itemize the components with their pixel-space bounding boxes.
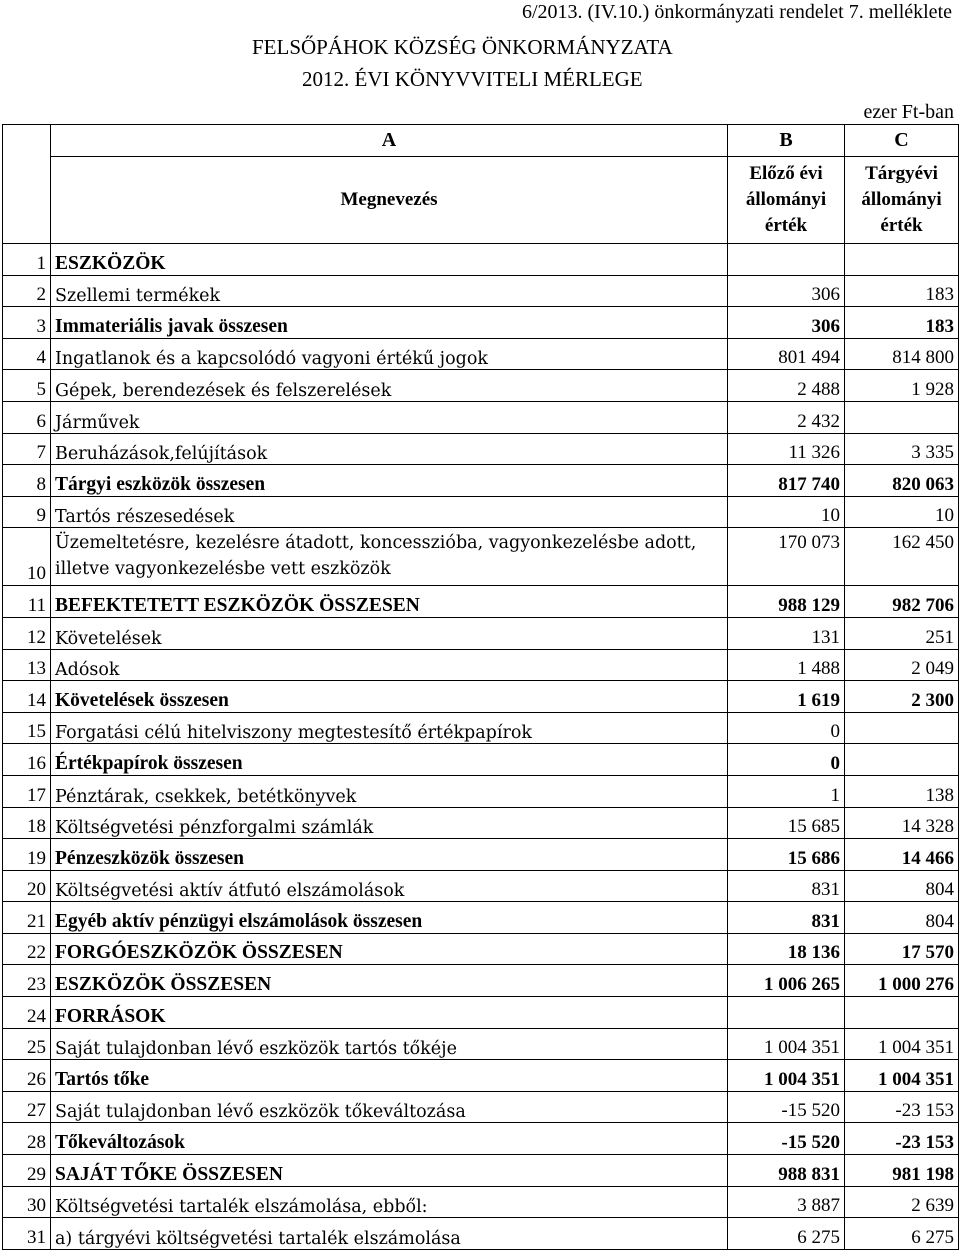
table-row <box>3 1186 959 1218</box>
row-name: a) tárgyévi költségvetési tartalék elszámolása <box>51 1218 728 1250</box>
current-value: 1 000 276 <box>845 965 959 997</box>
previous-value <box>728 244 845 276</box>
table-row <box>3 1028 959 1060</box>
table-row <box>3 712 959 744</box>
current-value: 2 300 <box>845 681 959 713</box>
document-reference: 6/2013. (IV.10.) önkormányzati rendelet 7. melléklete <box>521 1 952 23</box>
current-value: 814 800 <box>845 338 959 370</box>
previous-value: 11 326 <box>728 433 845 465</box>
previous-value: -15 520 <box>728 1091 845 1123</box>
table-row <box>3 586 959 618</box>
row-number: 30 <box>3 1186 51 1218</box>
row-number: 31 <box>3 1218 51 1250</box>
row-name: Szellemi termékek <box>51 275 728 307</box>
current-value: 1 928 <box>845 370 959 402</box>
table-row <box>3 1218 959 1250</box>
previous-value: 2 488 <box>728 370 845 402</box>
table-row <box>3 1123 959 1155</box>
previous-value: 2 432 <box>728 401 845 433</box>
previous-value: 988 831 <box>728 1155 845 1187</box>
current-value: 183 <box>845 275 959 307</box>
row-name: Saját tulajdonban lévő eszközök tőkeváltozása <box>51 1091 728 1123</box>
row-name: FORRÁSOK <box>51 997 728 1029</box>
current-value: -23 153 <box>845 1123 959 1155</box>
previous-value: 3 887 <box>728 1186 845 1218</box>
row-number: 19 <box>3 839 51 871</box>
row-number: 7 <box>3 433 51 465</box>
column-letter-a: A <box>51 125 728 157</box>
table-row <box>3 1091 959 1123</box>
current-value: 804 <box>845 870 959 902</box>
row-name: Költségvetési pénzforgalmi számlák <box>51 807 728 839</box>
current-value <box>845 997 959 1029</box>
current-value: -23 153 <box>845 1091 959 1123</box>
row-name: Forgatási célú hitelviszony megtestesítő értékpapírok <box>51 712 728 744</box>
row-number: 2 <box>3 275 51 307</box>
unit-label: ezer Ft-ban <box>863 101 954 123</box>
row-number: 9 <box>3 496 51 528</box>
header-blank-cell <box>3 125 51 244</box>
row-name: Tartós részesedések <box>51 496 728 528</box>
current-value: 138 <box>845 775 959 807</box>
previous-value: 170 073 <box>728 528 845 586</box>
table-row <box>3 839 959 871</box>
current-value: 162 450 <box>845 528 959 586</box>
balance-sheet-table <box>2 124 959 1250</box>
row-name: Költségvetési tartalék elszámolása, ebből: <box>51 1186 728 1218</box>
table-row <box>3 433 959 465</box>
row-name: Tartós tőke <box>51 1060 728 1092</box>
previous-value: 1 <box>728 775 845 807</box>
current-value: 183 <box>845 307 959 339</box>
current-value <box>845 244 959 276</box>
previous-value: 18 136 <box>728 933 845 965</box>
row-number: 22 <box>3 933 51 965</box>
row-name: Tárgyi eszközök összesen <box>51 465 728 497</box>
current-value: 804 <box>845 902 959 934</box>
row-number: 25 <box>3 1028 51 1060</box>
row-name: Beruházások,felújítások <box>51 433 728 465</box>
current-value: 981 198 <box>845 1155 959 1187</box>
page-subtitle: 2012. ÉVI KÖNYVVITELI MÉRLEGE <box>302 67 643 91</box>
row-name: BEFEKTETETT ESZKÖZÖK ÖSSZESEN <box>51 586 728 618</box>
row-name: Pénztárak, csekkek, betétkönyvek <box>51 775 728 807</box>
row-number: 11 <box>3 586 51 618</box>
row-number: 17 <box>3 775 51 807</box>
previous-value: 131 <box>728 617 845 649</box>
table-row <box>3 528 959 586</box>
row-number: 14 <box>3 681 51 713</box>
row-name: Követelések <box>51 617 728 649</box>
current-value: 2 049 <box>845 649 959 681</box>
row-number: 6 <box>3 401 51 433</box>
row-number: 28 <box>3 1123 51 1155</box>
table-row <box>3 807 959 839</box>
row-number: 18 <box>3 807 51 839</box>
column-header-name: Megnevezés <box>51 157 728 244</box>
row-number: 13 <box>3 649 51 681</box>
row-name: FORGÓESZKÖZÖK ÖSSZESEN <box>51 933 728 965</box>
row-number: 24 <box>3 997 51 1029</box>
row-number: 29 <box>3 1155 51 1187</box>
current-value: 820 063 <box>845 465 959 497</box>
table-row <box>3 244 959 276</box>
row-name: ESZKÖZÖK <box>51 244 728 276</box>
table-row <box>3 933 959 965</box>
current-value <box>845 744 959 776</box>
current-value: 982 706 <box>845 586 959 618</box>
current-value: 6 275 <box>845 1218 959 1250</box>
table-row <box>3 997 959 1029</box>
row-name: ESZKÖZÖK ÖSSZESEN <box>51 965 728 997</box>
previous-value: 15 686 <box>728 839 845 871</box>
previous-value: 1 619 <box>728 681 845 713</box>
row-name: Értékpapírok összesen <box>51 744 728 776</box>
current-value: 14 328 <box>845 807 959 839</box>
previous-value: 306 <box>728 275 845 307</box>
column-header-previous: Előző évi állományi érték <box>728 157 845 244</box>
previous-value: 801 494 <box>728 338 845 370</box>
previous-value: 0 <box>728 712 845 744</box>
previous-value: 831 <box>728 902 845 934</box>
row-name: Saját tulajdonban lévő eszközök tartós tőkéje <box>51 1028 728 1060</box>
row-number: 20 <box>3 870 51 902</box>
row-name: Ingatlanok és a kapcsolódó vagyoni értékű jogok <box>51 338 728 370</box>
previous-value: 0 <box>728 744 845 776</box>
current-value <box>845 401 959 433</box>
row-name: SAJÁT TŐKE ÖSSZESEN <box>51 1155 728 1187</box>
previous-value: 15 685 <box>728 807 845 839</box>
row-name: Pénzeszközök összesen <box>51 839 728 871</box>
table-row <box>3 617 959 649</box>
column-letter-row <box>3 125 959 157</box>
row-name: Egyéb aktív pénzügyi elszámolások összesen <box>51 902 728 934</box>
previous-value: 1 004 351 <box>728 1028 845 1060</box>
row-name: Tőkeváltozások <box>51 1123 728 1155</box>
current-value: 17 570 <box>845 933 959 965</box>
table-row <box>3 902 959 934</box>
row-number: 4 <box>3 338 51 370</box>
current-value: 14 466 <box>845 839 959 871</box>
row-name: Követelések összesen <box>51 681 728 713</box>
row-number: 8 <box>3 465 51 497</box>
table-row <box>3 1060 959 1092</box>
row-number: 23 <box>3 965 51 997</box>
previous-value <box>728 997 845 1029</box>
previous-value: 306 <box>728 307 845 339</box>
row-number: 15 <box>3 712 51 744</box>
row-number: 5 <box>3 370 51 402</box>
table-row <box>3 370 959 402</box>
table-row <box>3 338 959 370</box>
previous-value: 6 275 <box>728 1218 845 1250</box>
table-row <box>3 401 959 433</box>
current-value: 10 <box>845 496 959 528</box>
previous-value: 817 740 <box>728 465 845 497</box>
row-number: 3 <box>3 307 51 339</box>
page-title: FELSŐPÁHOK KÖZSÉG ÖNKORMÁNYZATA <box>252 35 673 59</box>
row-name: Járművek <box>51 401 728 433</box>
current-value: 1 004 351 <box>845 1028 959 1060</box>
table-row <box>3 275 959 307</box>
row-name: Immateriális javak összesen <box>51 307 728 339</box>
column-header-row <box>3 157 959 244</box>
row-number: 1 <box>3 244 51 276</box>
row-number: 26 <box>3 1060 51 1092</box>
current-value <box>845 712 959 744</box>
row-number: 10 <box>3 528 51 586</box>
current-value: 2 639 <box>845 1186 959 1218</box>
previous-value: -15 520 <box>728 1123 845 1155</box>
row-name: Üzemeltetésre, kezelésre átadott, koncesszióba, vagyonkezelésbe adott, illetve vagyonkezelésbe vett eszközök <box>51 528 728 586</box>
table-row <box>3 870 959 902</box>
column-letter-c: C <box>845 125 959 157</box>
table-row <box>3 1155 959 1187</box>
column-letter-b: B <box>728 125 845 157</box>
row-number: 27 <box>3 1091 51 1123</box>
table-row <box>3 775 959 807</box>
row-name: Gépek, berendezések és felszerelések <box>51 370 728 402</box>
previous-value: 988 129 <box>728 586 845 618</box>
row-name: Költségvetési aktív átfutó elszámolások <box>51 870 728 902</box>
table-row <box>3 307 959 339</box>
column-header-current: Tárgyévi állományi érték <box>845 157 959 244</box>
row-name: Adósok <box>51 649 728 681</box>
table-row <box>3 965 959 997</box>
table-row <box>3 744 959 776</box>
row-number: 12 <box>3 617 51 649</box>
current-value: 3 335 <box>845 433 959 465</box>
table-row <box>3 465 959 497</box>
row-number: 16 <box>3 744 51 776</box>
row-number: 21 <box>3 902 51 934</box>
current-value: 1 004 351 <box>845 1060 959 1092</box>
previous-value: 831 <box>728 870 845 902</box>
previous-value: 1 006 265 <box>728 965 845 997</box>
table-row <box>3 496 959 528</box>
table-row <box>3 681 959 713</box>
previous-value: 10 <box>728 496 845 528</box>
table-row <box>3 649 959 681</box>
previous-value: 1 004 351 <box>728 1060 845 1092</box>
current-value: 251 <box>845 617 959 649</box>
previous-value: 1 488 <box>728 649 845 681</box>
